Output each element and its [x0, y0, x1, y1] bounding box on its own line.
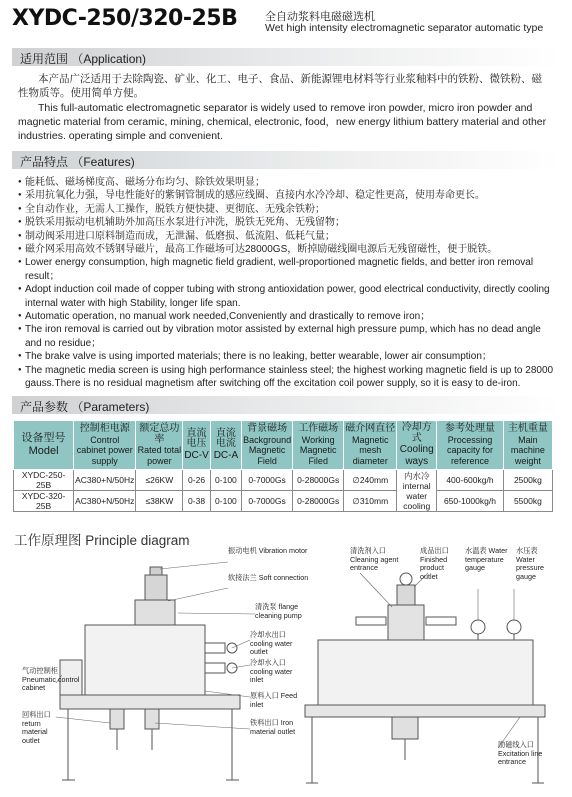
feature-item: ● Adopt induction coil made of copper tubing with strong antioxidation power, good electrical conductivity, directly cooling internal water with high Stability, longer life span. — [18, 283, 558, 310]
feature-item: ● Automatic operation, no manual work needed,Conveniently and drastically to remove iron； — [18, 310, 558, 323]
feature-item: ● The iron removal is carried out by vibration motor assisted by external high pressure pump, which has no dead angle and no residue； — [18, 323, 558, 350]
cell-weight: 2500kg — [503, 470, 552, 491]
col-header-mesh: 磁介网直径 Magnetic mesh diameter — [344, 421, 397, 470]
cell-working: 0-28000Gs — [293, 491, 344, 512]
feature-item: ● The magnetic media screen is using high performance stainless steel; the highest working magnetic field is up to 28000 gauss.There is no residual magnetism after switching off the excitation coil power supply, so it is easy to de-iron. — [18, 364, 558, 391]
label-iron-outlet: 铁料出口 Iron material outlet — [250, 718, 296, 736]
cell-dca: 0-100 — [210, 491, 241, 512]
parameters-table — [13, 420, 553, 512]
application-text-cn: 本产品广泛适用于去除陶瓷、矿业、化工、电子、食品、新能源锂电材料等行业浆釉料中的铁粉、微铁粉、磁性物质等。使用简单方便。 — [18, 73, 542, 99]
features-heading: 产品特点 （Features) — [12, 151, 560, 169]
table-header-row — [14, 421, 553, 470]
col-header-model: 设备型号 Model — [14, 421, 74, 470]
label-pressure-gauge: 水压表 Water pressure gauge — [516, 546, 544, 581]
cell-model: XYDC-320-25B — [14, 491, 74, 512]
label-vibration-motor: 振动电机 Vibration motor — [228, 546, 308, 555]
title-english: Wet high intensity electromagnetic separator automatic type — [265, 22, 544, 34]
cell-capacity: 650-1000kg/h — [437, 491, 504, 512]
feature-item: ● 磁介网采用高效不锈钢导磁片，最高工作磁场可达28000GS，断掉励磁线圈电源后无残留磁性，便于脱铁。 — [18, 243, 558, 256]
feature-item: ● The brake valve is using imported materials; there is no leaking, better wearable, lower air consumption； — [18, 350, 558, 363]
label-feed-inlet: 原料入口 Feed inlet — [250, 691, 298, 709]
label-finished-outlet: 成品出口 Finished product outlet — [420, 546, 449, 581]
label-cleaning-agent: 清洗剂入口 Cleaning agent entrance — [350, 546, 399, 573]
col-header-dcv: 直流电压 DC-V — [183, 421, 211, 470]
cell-mesh: ∅240mm — [344, 470, 397, 491]
cell-power-supply: AC380+N/50Hz — [74, 491, 136, 512]
model-title: XYDC-250/320-25B — [12, 6, 238, 31]
feature-item: ● 全自动作业，无需人工操作，脱铁方便快捷、更彻底、无残余铁粉； — [18, 203, 558, 216]
feature-item: ● 采用抗氧化力强，导电性能好的紫铜管制成的感应线圈、直接内水冷冷却、稳定性更高，使用寿命更长。 — [18, 189, 558, 202]
cell-weight: 5500kg — [503, 491, 552, 512]
cell-dcv: 0-38 — [183, 491, 211, 512]
col-header-power-supply: 控制柜电源 Control cabinet power supply — [74, 421, 136, 470]
application-heading: 适用范围 （Application) — [12, 48, 560, 66]
cell-cooling: 内水冷 internal water cooling — [397, 470, 437, 512]
cell-dcv: 0-26 — [183, 470, 211, 491]
parameters-heading: 产品参数 （Parameters) — [12, 396, 560, 414]
cell-background: 0-7000Gs — [242, 491, 293, 512]
diagram-title: 工作原理图 Principle diagram — [14, 533, 190, 548]
label-cooling-inlet: 冷却水入口 cooling water inlet — [250, 658, 293, 685]
label-temperature-gauge: 水温表 Water temperature gauge — [465, 546, 508, 573]
cell-dca: 0-100 — [210, 470, 241, 491]
feature-item: ● 脱铁采用振动电机辅助外加高压水泵进行冲洗，脱铁无死角、无残留物； — [18, 216, 558, 229]
label-soft-connection: 软接法兰 Soft connection — [228, 573, 309, 582]
col-header-background: 背景磁场 Background Magnetic Field — [242, 421, 293, 470]
cell-capacity: 400-600kg/h — [437, 470, 504, 491]
features-list — [18, 176, 558, 391]
label-excitation-entrance: 励磁线入口 Excitation line entrance — [498, 740, 543, 767]
application-text-en: This full-automatic electromagnetic separator is widely used to remove iron powder, micro iron powder and magnetic material from ceramic, mining, chemical, electronic, food，new energy lithium battery material and other industries. operating simple and convenient. — [18, 102, 547, 142]
label-cleaning-pump: 清洗泵 flange cleaning pump — [255, 602, 302, 620]
col-header-dca: 直流电流 DC-A — [210, 421, 241, 470]
cell-mesh: ∅310mm — [344, 491, 397, 512]
cell-working: 0-28000Gs — [293, 470, 344, 491]
application-text — [18, 72, 552, 143]
table-row — [14, 491, 553, 512]
col-header-cooling: 冷却方式 Cooling ways — [397, 421, 437, 470]
cell-rated-power: ≤26KW — [136, 470, 183, 491]
cell-power-supply: AC380+N/50Hz — [74, 470, 136, 491]
label-return-outlet: 回料出口 return material outlet — [22, 710, 51, 745]
principle-diagram — [0, 545, 572, 797]
col-header-working: 工作磁场 Working Magnetic Filed — [293, 421, 344, 470]
page-header — [12, 6, 562, 40]
title-chinese: 全自动浆料电磁磁选机 — [265, 11, 375, 23]
feature-item: ● 能耗低、磁场梯度高、磁场分布均匀、除铁效果明显； — [18, 176, 558, 189]
cell-background: 0-7000Gs — [242, 470, 293, 491]
feature-item: ● 制动阀采用进口原料制造而成，无泄漏、低磨损、低流阻、低耗气量； — [18, 230, 558, 243]
col-header-weight: 主机重量 Main machine weight — [503, 421, 552, 470]
col-header-capacity: 参考处理量 Processing capacity for reference — [437, 421, 504, 470]
cell-rated-power: ≤38KW — [136, 491, 183, 512]
feature-item: ● Lower energy consumption, high magnetic field gradient, well-proportioned magnetic fields, and better iron removal result； — [18, 256, 558, 283]
label-pneumatic-cabinet: 气动控制柜 Pneumatic control cabinet — [22, 666, 80, 693]
label-cooling-outlet: 冷却水出口 cooling water outlet — [250, 630, 293, 657]
cell-model: XYDC-250-25B — [14, 470, 74, 491]
table-row — [14, 470, 553, 491]
col-header-rated-power: 额定总功率 Rated total power — [136, 421, 183, 470]
